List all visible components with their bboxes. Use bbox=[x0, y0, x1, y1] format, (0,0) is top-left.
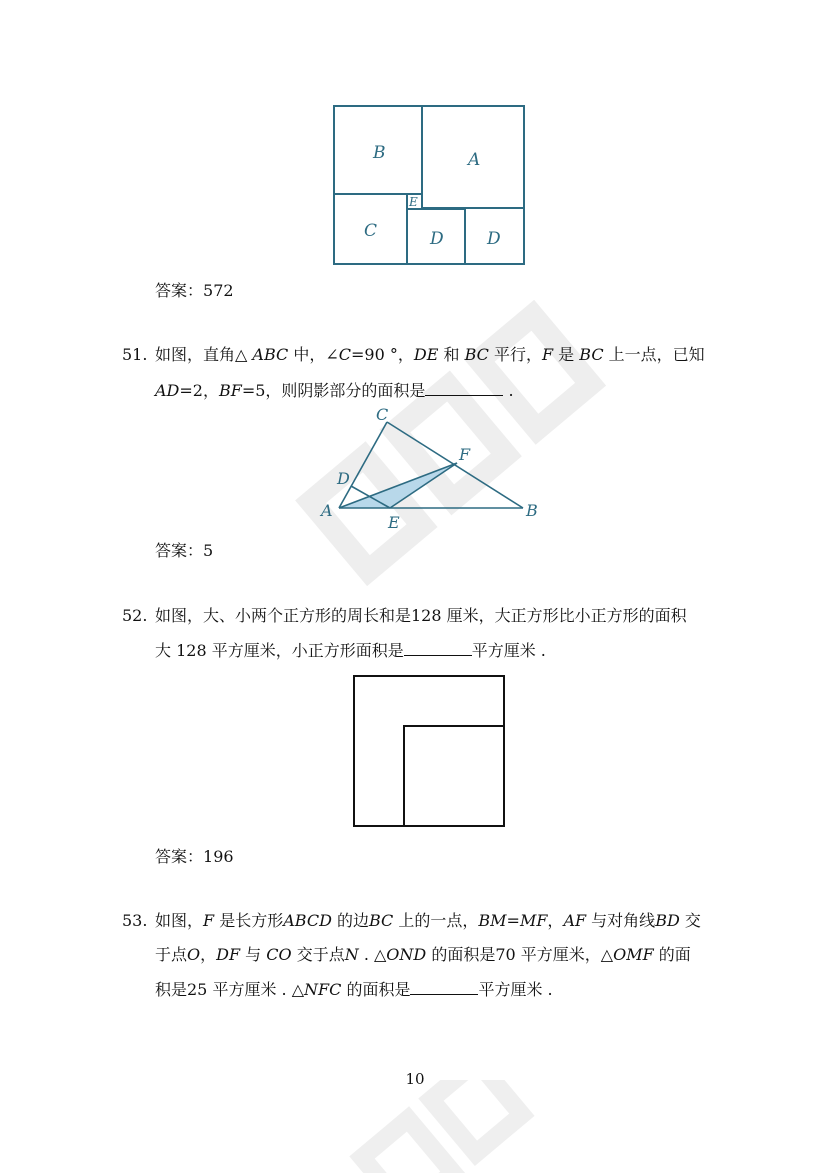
two-squares-figure bbox=[350, 673, 508, 829]
square-label-d1: D bbox=[430, 229, 444, 249]
question-53-line-2: 于点O，DF 与 CO 交于点N . △OND 的面积是70 平方厘米，△OMF 的面 bbox=[155, 945, 691, 964]
point-label-b: B bbox=[526, 501, 538, 520]
question-53-line-3: 积是25 平方厘米 . △NFC 的面积是 平方厘米 . bbox=[155, 980, 553, 999]
question-number-51: 51. bbox=[122, 345, 148, 364]
question-52-line-2: 大 128 平方厘米，小正方形面积是 平方厘米 . bbox=[155, 641, 546, 660]
question-52-line-1: 如图，大、小两个正方形的周长和是128 厘米，大正方形比小正方形的面积 bbox=[155, 606, 687, 625]
point-label-e: E bbox=[388, 513, 400, 532]
page-number: 10 bbox=[405, 1070, 425, 1088]
point-label-d: D bbox=[337, 469, 350, 488]
answer-52 bbox=[155, 846, 234, 868]
question-number-53: 53. bbox=[122, 911, 148, 930]
question-53-line-1: 如图，F 是长方形ABCD 的边BC 上的一点，BM=MF，AF 与对角线BD 交 bbox=[155, 911, 701, 930]
point-label-c: C bbox=[376, 408, 389, 424]
square-label-c: C bbox=[364, 221, 378, 241]
triangle-figure bbox=[315, 408, 545, 533]
point-label-f: F bbox=[459, 445, 471, 464]
answer-51 bbox=[155, 540, 213, 562]
answer-label: 答案： bbox=[155, 281, 204, 300]
answer-50 bbox=[155, 280, 234, 302]
answer-label: 答案： bbox=[155, 847, 204, 866]
square-label-e: E bbox=[409, 195, 418, 209]
question-51-line-1: 如图，直角△ ABC 中，∠C=90 °，DE 和 BC 平行，F 是 BC 上一点，已知 bbox=[155, 345, 705, 364]
question-number-52: 52. bbox=[122, 606, 148, 625]
answer-value: 196 bbox=[203, 847, 234, 866]
square-label-b: B bbox=[373, 143, 386, 163]
answer-label: 答案： bbox=[155, 541, 204, 560]
answer-value: 5 bbox=[203, 541, 214, 560]
answer-blank bbox=[404, 639, 472, 656]
square-label-a: A bbox=[468, 150, 481, 170]
point-label-a: A bbox=[321, 501, 333, 520]
squares-figure bbox=[330, 103, 530, 269]
answer-blank bbox=[410, 978, 478, 995]
answer-value: 572 bbox=[203, 281, 234, 300]
question-51-line-2: AD=2，BF=5，则阴影部分的面积是 . bbox=[155, 381, 514, 400]
square-label-d2: D bbox=[487, 229, 501, 249]
answer-blank bbox=[425, 379, 503, 396]
watermark-bottom bbox=[330, 1080, 550, 1173]
